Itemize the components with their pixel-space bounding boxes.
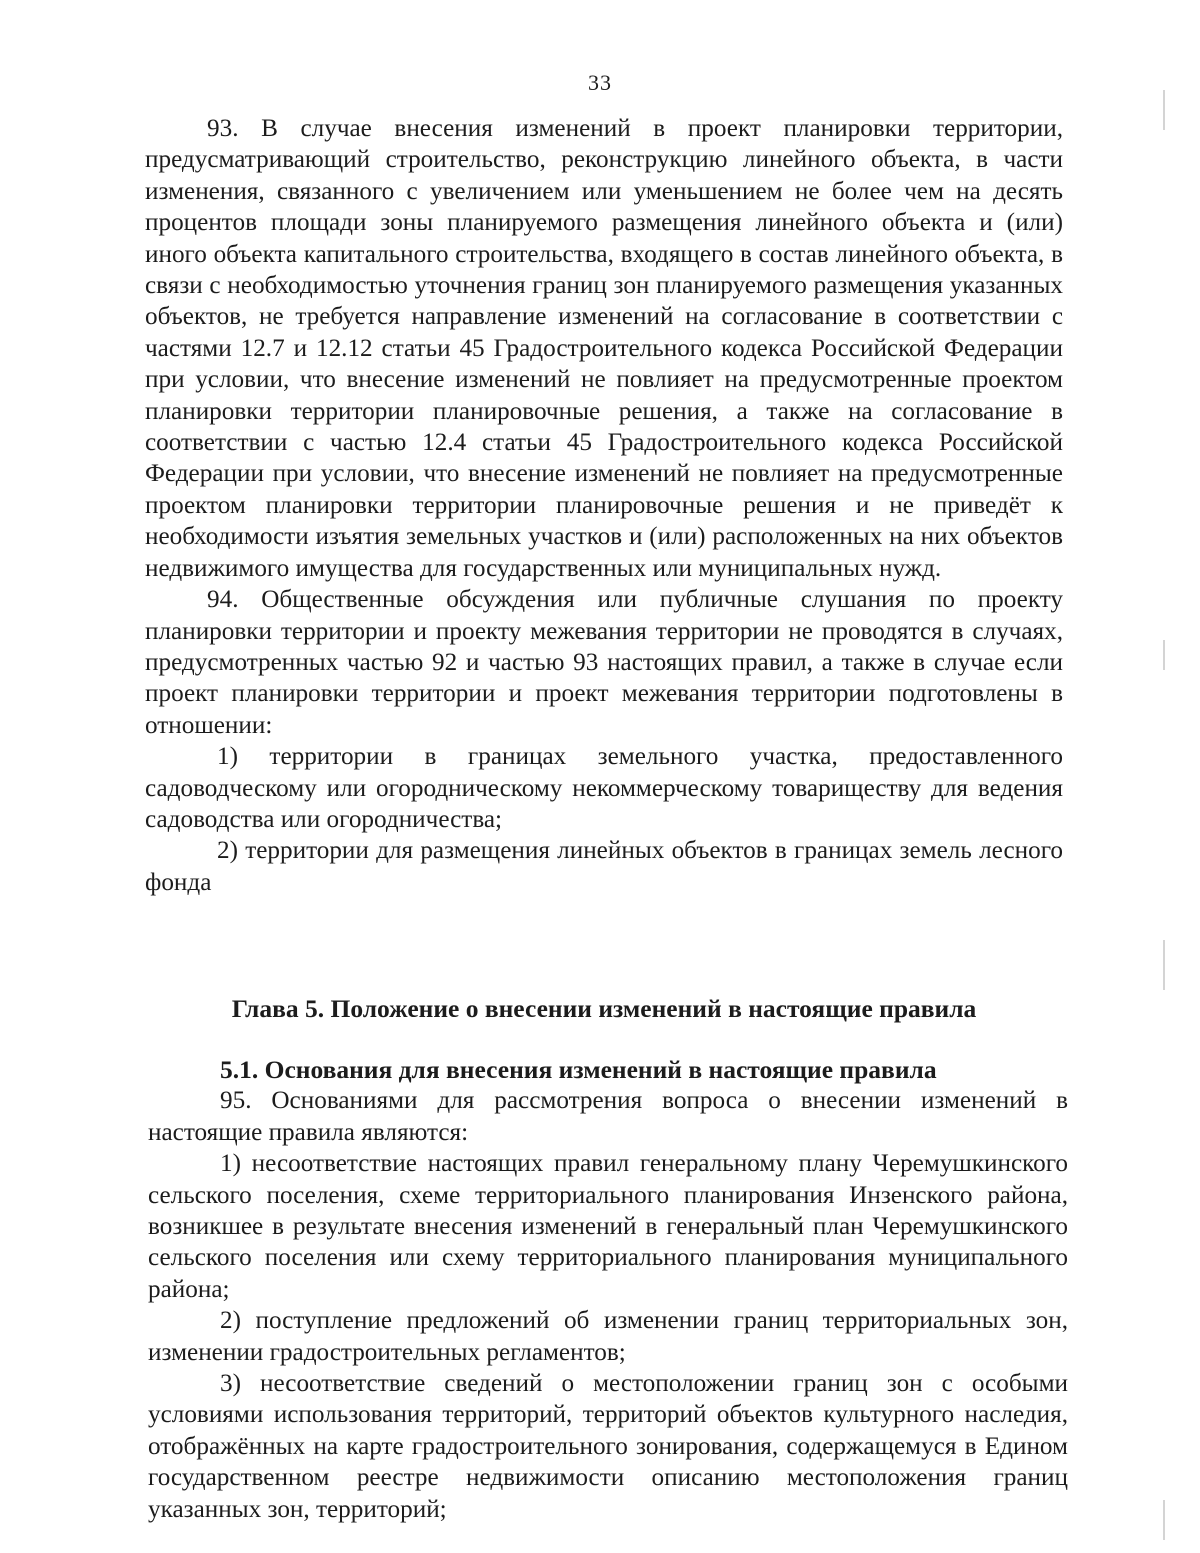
paragraph-95-item-1: 1) несоответствие настоящих правил генеральному плану Черемушкинского сельского поселения, схеме территориального планирования Инзенского района, возникшее в результате внесения изменений в генеральный план Черемушкинского сельского поселения или схему территориального планирования муниципального района;	[148, 1150, 1068, 1303]
paragraph-95-item-2: 2) поступление предложений об изменении границ территориальных зон, изменении градостроительных регламентов;	[148, 1307, 1068, 1366]
paragraph-95-item-3: 3) несоответствие сведений о местоположении границ зон с особыми условиями использования территорий, территорий объектов культурного наследия, отображённых на карте градостроительного зонирования, содержащемуся в Едином государственном реестре недвижимости описанию местоположения границ указанных зон, территорий;	[148, 1370, 1068, 1523]
paragraph-95: 95. Основаниями для рассмотрения вопроса о внесении изменений в настоящие правила являются:	[148, 1087, 1068, 1146]
scan-edge-mark	[1163, 1500, 1165, 1540]
paragraph-93: 93. В случае внесения изменений в проект планировки территории, предусматривающий строительство, реконструкцию линейного объекта, в части изменения, связанного с увеличением или уменьшением не более чем на десять процентов площади зоны планируемого размещения линейного объекта и (или) иного объекта капитального строительства, входящего в состав линейного объекта, в связи с необходимостью уточнения границ зон планируемого размещения указанных объектов, не требуется направление изменений на согласование в соответствии с частями 12.7 и 12.12 статьи 45 Градостроительного кодекса Российской Федерации при условии, что внесение изменений не повлияет на предусмотренные проектом планировки территории планировочные решения, а также на согласование в соответствии с частью 12.4 статьи 45 Градостроительного кодекса Российской Федерации при условии, что внесение изменений не повлияет на предусмотренные проектом планировки территории планировочные решения и не приведёт к необходимости изъятия земельных участков и (или) расположенных на них объектов недвижимого имущества для государственных или муниципальных нужд.	[145, 115, 1063, 582]
chapter-heading: Глава 5. Положение о внесении изменений в настоящие правила	[231, 994, 977, 1023]
paragraph-94: 94. Общественные обсуждения или публичные слушания по проекту планировки территории и проекту межевания территории не проводятся в случаях, предусмотренных частью 92 и частью 93 настоящих правил, а также в случае если проект планировки территории и проект межевания территории подготовлены в отношении:	[145, 586, 1063, 739]
paragraph-94-item-2: 2) территории для размещения линейных объектов в границах земель лесного фонда	[145, 837, 1063, 896]
scan-edge-mark	[1163, 90, 1165, 130]
page-number: 33	[588, 70, 612, 95]
section-5-1	[148, 1054, 1068, 1525]
body-text	[145, 113, 1063, 898]
scan-edge-mark	[1163, 640, 1165, 670]
scan-edge-mark	[1163, 940, 1165, 990]
paragraph-94-item-1: 1) территории в границах земельного участка, предоставленного садоводческому или огородническому некоммерческому товариществу для ведения садоводства или огородничества;	[145, 743, 1063, 833]
section-heading: 5.1. Основания для внесения изменений в настоящие правила	[220, 1055, 937, 1084]
